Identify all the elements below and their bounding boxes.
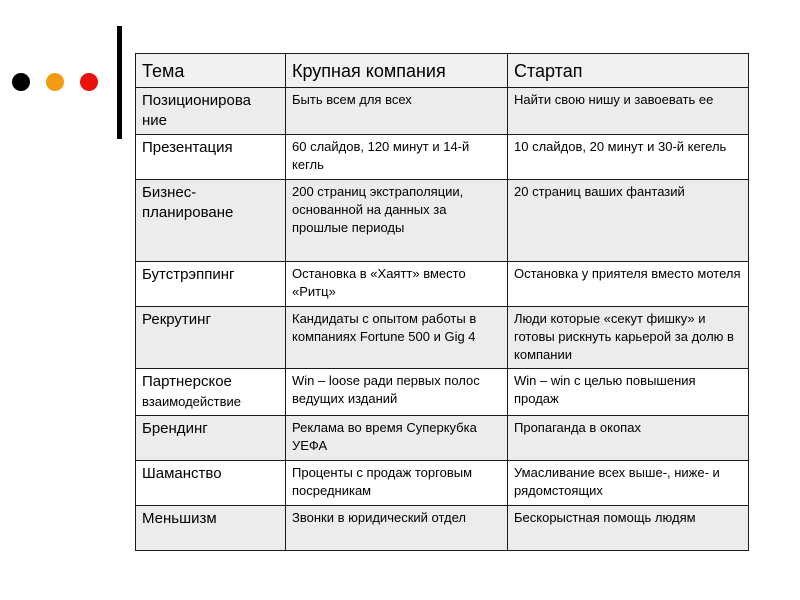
topic-cell: Презентация: [136, 135, 286, 180]
table-row: [136, 88, 749, 135]
orange-dot-icon: [46, 73, 64, 91]
table-row: [136, 369, 749, 416]
vertical-bar: [117, 26, 122, 139]
table-row: [136, 461, 749, 506]
startup-cell: Пропаганда в окопах: [508, 416, 749, 461]
startup-cell: Умасливание всех выше-, ниже- и рядомстоящих: [508, 461, 749, 506]
big-company-cell: Реклама во время Суперкубка УЕФА: [286, 416, 508, 461]
startup-cell: 20 страниц ваших фантазий: [508, 180, 749, 262]
topic-cell: Брендинг: [136, 416, 286, 461]
big-company-cell: Остановка в «Хаятт» вместо «Ритц»: [286, 262, 508, 307]
black-dot-icon: [12, 73, 30, 91]
topic-cell: Меньшизм: [136, 506, 286, 551]
big-company-cell: Быть всем для всех: [286, 88, 508, 135]
big-company-cell: Кандидаты с опытом работы в компаниях Fortune 500 и Gig 4: [286, 307, 508, 369]
startup-cell: Win – win с целью повышения продаж: [508, 369, 749, 416]
comparison-table: [135, 53, 749, 551]
startup-cell: Бескорыстная помощь людям: [508, 506, 749, 551]
startup-cell: 10 слайдов, 20 минут и 30-й кегель: [508, 135, 749, 180]
table-row: [136, 262, 749, 307]
topic-cell: Шаманство: [136, 461, 286, 506]
table-row: [136, 307, 749, 369]
table-header-row: [136, 54, 749, 88]
red-dot-icon: [80, 73, 98, 91]
big-company-cell: Win – loose ради первых полос ведущих изданий: [286, 369, 508, 416]
header-startup: Стартап: [508, 54, 749, 88]
table-row: [136, 416, 749, 461]
table-row: [136, 506, 749, 551]
startup-cell: Люди которые «секут фишку» и готовы рискнуть карьерой за долю в компании: [508, 307, 749, 369]
topic-cell: Бизнес-планироване: [136, 180, 286, 262]
big-company-cell: 200 страниц экстраполяции, основанной на данных за прошлые периоды: [286, 180, 508, 262]
topic-cell: Бутстрэппинг: [136, 262, 286, 307]
topic-line-small: взаимодействие: [142, 394, 242, 409]
topic-cell: [136, 369, 286, 416]
header-topic: Тема: [136, 54, 286, 88]
table-row: [136, 135, 749, 180]
topic-cell: Позиционирова ние: [136, 88, 286, 135]
startup-cell: Найти свою нишу и завоевать ее: [508, 88, 749, 135]
topic-line: Партнерское: [142, 373, 232, 390]
big-company-cell: 60 слайдов, 120 минут и 14-й кегль: [286, 135, 508, 180]
table-row: [136, 180, 749, 262]
big-company-cell: Проценты с продаж торговым посредникам: [286, 461, 508, 506]
startup-cell: Остановка у приятеля вместо мотеля: [508, 262, 749, 307]
big-company-cell: Звонки в юридический отдел: [286, 506, 508, 551]
topic-cell: Рекрутинг: [136, 307, 286, 369]
header-big-company: Крупная компания: [286, 54, 508, 88]
